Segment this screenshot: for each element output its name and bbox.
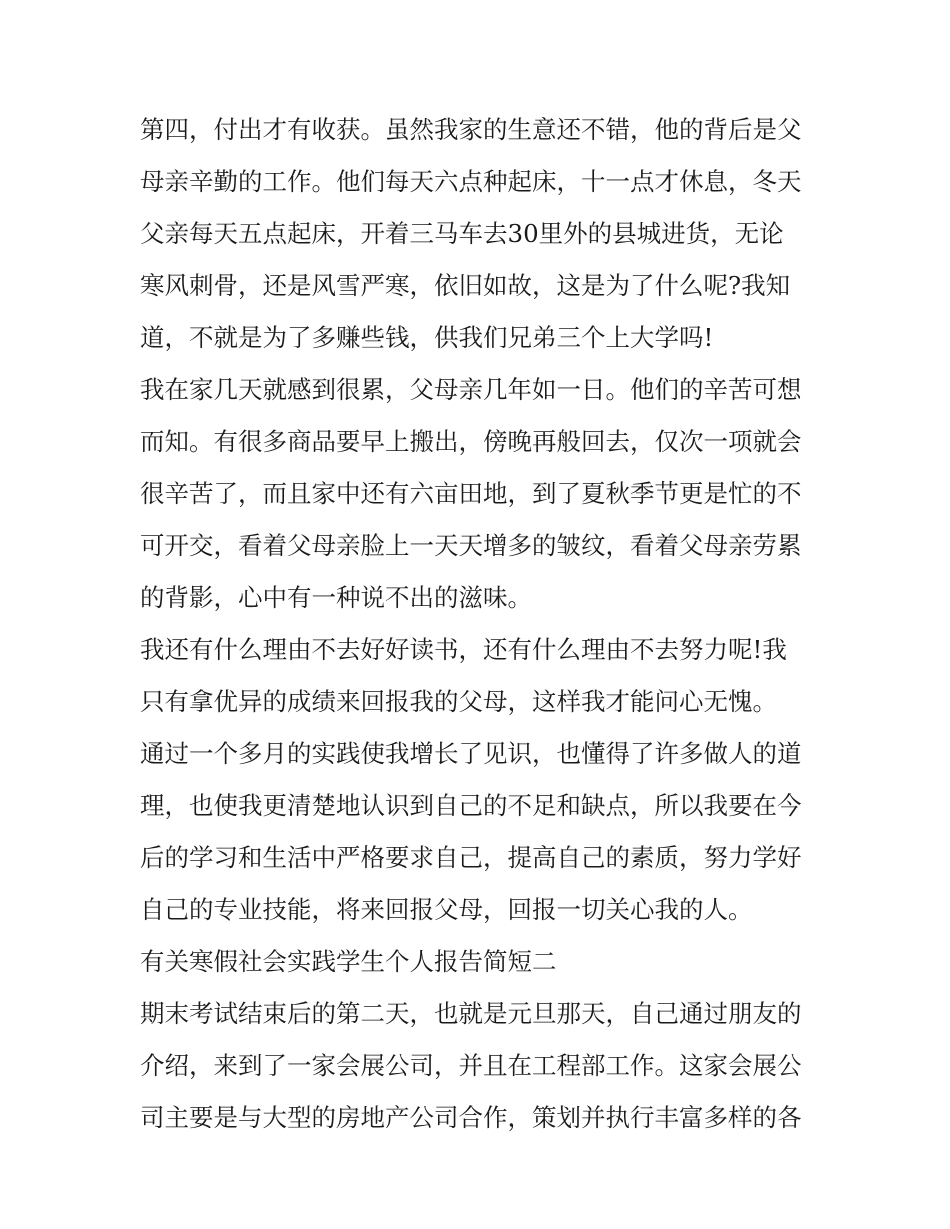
text-line: 介绍，来到了一家会展公司，并且在工程部工作。这家会展公 xyxy=(140,1051,802,1080)
text-line: 道，不就是为了多赚些钱，供我们兄弟三个上大学吗! xyxy=(140,323,714,352)
text-line: 而知。有很多商品要早上搬出，傍晚再般回去，仅次一项就会 xyxy=(140,427,802,456)
text-line: 后的学习和生活中严格要求自己，提高自己的素质，努力学好 xyxy=(140,843,802,872)
text-line: 期末考试结束后的第二天，也就是元旦那天，自己通过朋友的 xyxy=(140,999,802,1028)
text-line: 我还有什么理由不去好好读书，还有什么理由不去努力呢!我 xyxy=(140,635,787,664)
text-line: 只有拿优异的成绩来回报我的父母，这样我才能问心无愧。 xyxy=(140,687,777,716)
text-line: 理，也使我更清楚地认识到自己的不足和缺点，所以我要在今 xyxy=(140,791,802,820)
text-line: 第四，付出才有收获。虽然我家的生意还不错，他的背后是父 xyxy=(140,115,802,144)
text-line: 母亲辛勤的工作。他们每天六点种起床，十一点才休息，冬天 xyxy=(140,167,802,196)
text-line: 寒风刺骨，还是风雪严寒，依旧如故，这是为了什么呢?我知 xyxy=(140,271,791,300)
text-line: 自己的专业技能，将来回报父母，回报一切关心我的人。 xyxy=(140,895,753,924)
document-body xyxy=(140,104,820,1144)
text-line: 的背影，心中有一种说不出的滋味。 xyxy=(140,583,532,612)
text-line: 很辛苦了，而且家中还有六亩田地，到了夏秋季节更是忙的不 xyxy=(140,479,802,508)
section-heading: 有关寒假社会实践学生个人报告简短二 xyxy=(140,947,557,976)
text-line: 我在家几天就感到很累，父母亲几年如一日。他们的辛苦可想 xyxy=(140,375,802,404)
text-line: 司主要是与大型的房地产公司合作，策划并执行丰富多样的各 xyxy=(140,1103,802,1132)
text-line: 父亲每天五点起床，开着三马车去30里外的县城进货，无论 xyxy=(140,219,784,248)
text-line: 通过一个多月的实践使我增长了见识，也懂得了许多做人的道 xyxy=(140,739,802,768)
text-line: 可开交，看着父母亲脸上一天天增多的皱纹，看着父母亲劳累 xyxy=(140,531,802,560)
